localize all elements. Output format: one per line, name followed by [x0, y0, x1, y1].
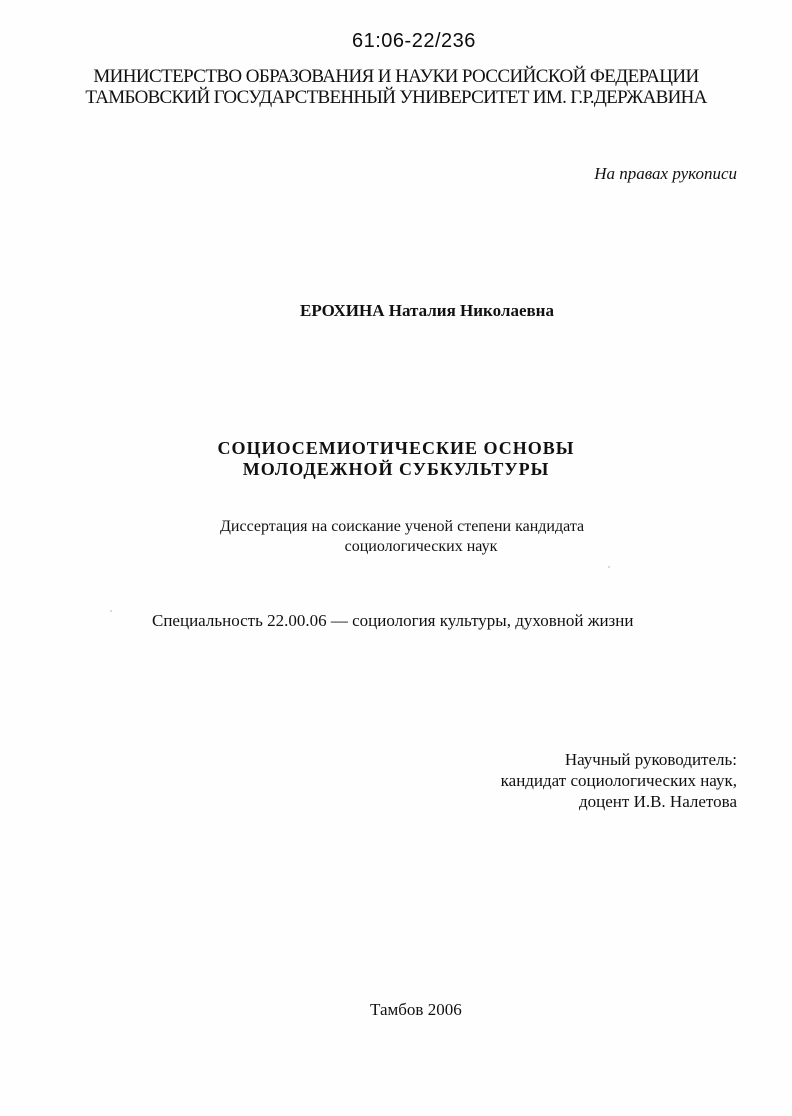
city-year: Тамбов 2006	[370, 1000, 462, 1019]
university-heading: ТАМБОВСКИЙ ГОСУДАРСТВЕННЫЙ УНИВЕРСИТЕТ ИМ. Г.Р.ДЕРЖАВИНА	[85, 87, 707, 108]
scan-speck	[608, 566, 610, 568]
supervisor-name: доцент И.В. Налетова	[579, 792, 737, 811]
manuscript-note: На правах рукописи	[594, 164, 737, 183]
degree-line-1: Диссертация на соискание ученой степени кандидата	[220, 518, 585, 535]
degree-line-2: социологических наук	[344, 538, 498, 555]
dissertation-title-line-2: МОЛОДЕЖНОЙ СУБКУЛЬТУРЫ	[242, 459, 550, 479]
specialty-line: Специальность 22.00.06 — социология культуры, духовной жизни	[152, 611, 634, 630]
author-name: ЕРОХИНА Наталия Николаевна	[300, 301, 554, 320]
supervisor-degree: кандидат социологических наук,	[500, 771, 737, 790]
dissertation-title-line-1: СОЦИОСЕМИОТИЧЕСКИЕ ОСНОВЫ	[217, 438, 575, 458]
supervisor-label: Научный руководитель:	[564, 750, 737, 769]
scan-speck	[110, 610, 112, 612]
archive-stamp-number: 61:06-22/236	[352, 30, 476, 52]
ministry-heading: МИНИСТЕРСТВО ОБРАЗОВАНИЯ И НАУКИ РОССИЙСКОЙ ФЕДЕРАЦИИ	[93, 66, 699, 87]
